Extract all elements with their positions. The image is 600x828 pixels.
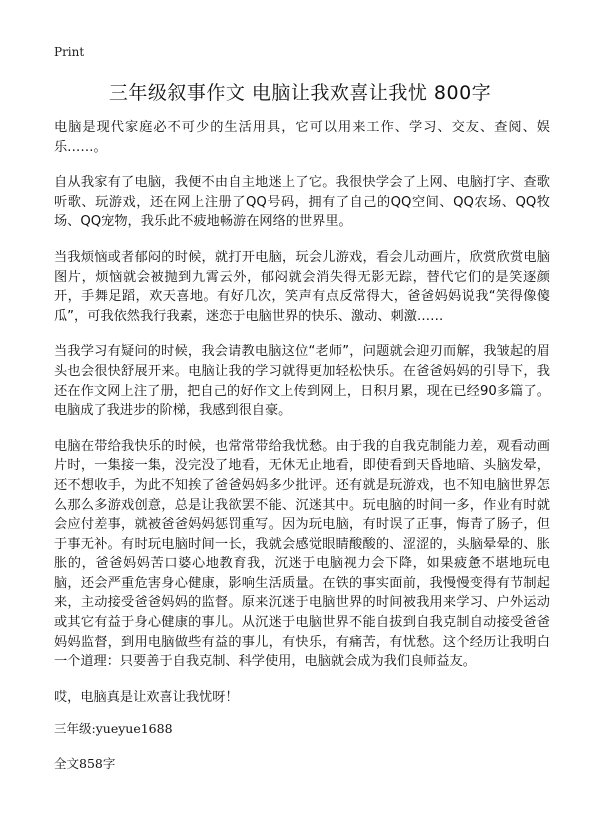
paragraph-3: 当我烦恼或者郁闷的时候，就打开电脑，玩会儿游戏，看会儿动画片，欣赏欣赏电脑图片，烦恼就会被抛到九霄云外，郁闷就会消失得无影无踪，替代它们的是笑逐颜开，手舞足蹈，欢天喜地。有好几次，笑声有点反常得大，爸爸妈妈说我“笑得像傻瓜”，可我依然我行我素，迷恋于电脑世界的快乐、激动、刺激…… (54, 249, 550, 324)
paragraph-closing: 哎，电脑真是让欢喜让我忧呀！ (54, 689, 239, 705)
print-link[interactable]: Print (54, 45, 85, 59)
paragraph-4: 当我学习有疑问的时候，我会请教电脑这位“老师”，问题就会迎刃而解，我皱起的眉头也会很快舒展开来。电脑让我的学习就得更加轻松快乐。在爸爸妈妈的引导下，我还在作文网上注了册，把自己的好作文上传到网上，日积月累，现在已经90多篇了。电脑成了我进步的阶梯，我感到很自豪。 (54, 344, 550, 419)
word-count: 全文858字 (54, 756, 116, 772)
article-body (54, 118, 550, 789)
page-title: 三年级叙事作文 电脑让我欢喜让我忧 800字 (108, 82, 492, 104)
author-line: 三年级:yueyue1688 (54, 721, 173, 737)
paragraph-2: 自从我家有了电脑，我便不由自主地迷上了它。我很快学会了上网、电脑打字、查歌听歌、玩游戏，还在网上注册了QQ号码，拥有了自己的QQ空间、QQ农场、QQ牧场、QQ宠物，我乐此不疲地畅游在网络的世界里。 (54, 175, 550, 230)
paragraph-5: 电脑在带给我快乐的时候，也常常带给我忧愁。由于我的自我克制能力差，观看动画片时，一集接一集，没完没了地看，无休无止地看，即使看到天昏地暗、头脑发晕，还不想收手，为此不知挨了爸爸妈妈多少批评。还有就是玩游戏，也不知电脑世界怎么那么多游戏创意，总是让我欲罢不能、沉迷其中。玩电脑的时间一多，作业有时就会应付差事，就被爸爸妈妈惩罚重写。因为玩电脑，有时误了正事，悔青了肠子，但于事无补。有时玩电脑时间一长，我就会感觉眼睛酸酸的、涩涩的，头脑晕晕的、胀胀的，爸爸妈妈苦口婆心地教育我，沉迷于电脑视力会下降，如果疲惫不堪地玩电脑，还会严重危害身心健康，影响生活质量。在铁的事实面前，我慢慢变得有节制起来，主动接受爸爸妈妈的监督。原来沉迷于电脑世界的时间被我用来学习、户外运动或其它有益于身心健康的事儿。从沉迷于电脑世界不能自拔到自我克制自动接受爸爸妈妈监督，到用电脑做些有益的事儿，有快乐，有痛苦，有忧愁。这个经历让我明白一个道理：只要善于自我克制、科学使用，电脑就会成为我们良师益友。 (54, 438, 550, 670)
paragraph-intro: 电脑是现代家庭必不可少的生活用具，它可以用来工作、学习、交友、查阅、娱乐……。 (54, 120, 550, 155)
